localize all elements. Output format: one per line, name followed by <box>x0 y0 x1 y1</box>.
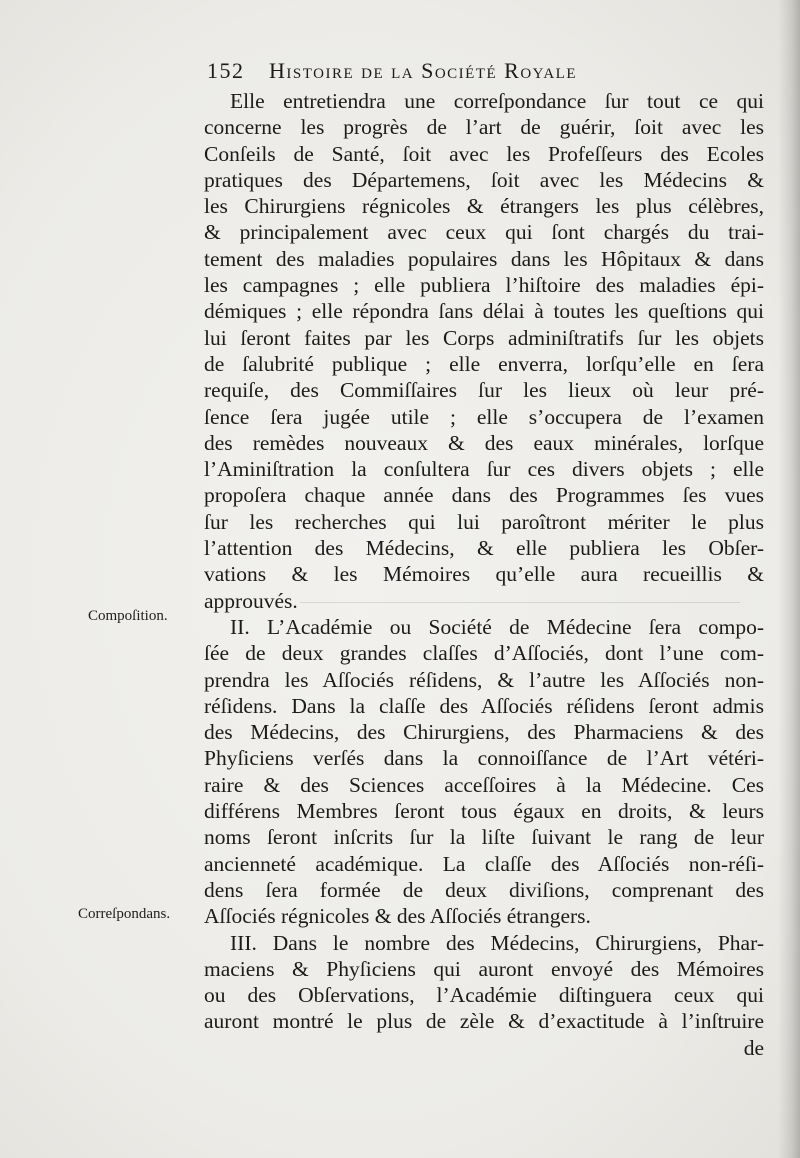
margin-note-correspondans: Correſpondans. <box>78 906 171 922</box>
text-line: de ſalubrité publique ; elle enverra, lorſqu’elle en ſera <box>204 351 764 376</box>
text-line: ou des Obſervations, l’Académie diſtinguera ceux qui <box>204 983 764 1008</box>
page-gutter-shadow <box>778 0 800 1158</box>
text-line: démiques ; elle répondra ſans délai à toutes les queſtions qui <box>204 299 764 324</box>
text-line: ancienneté académique. La claſſe des Aſſociés non-réſi- <box>204 851 764 876</box>
text-line: vations & les Mémoires qu’elle aura recueillis & <box>204 562 764 587</box>
text-line: les campagnes ; elle publiera l’hiſtoire des maladies épi- <box>204 273 764 298</box>
text-line: III. Dans le nombre des Médecins, Chirurgiens, Phar- <box>230 930 764 955</box>
text-line: ſence ſera jugée utile ; elle s’occupera de l’examen <box>204 404 764 429</box>
text-line: noms ſeront inſcrits ſur la liſte ſuivant le rang de leur <box>204 825 764 850</box>
text-line: auront montré le plus de zèle & d’exactitude à l’inſtruire <box>204 1009 764 1034</box>
text-line: propoſera chaque année dans des Programmes ſes vues <box>204 483 764 508</box>
text-line: requiſe, des Commiſſaires ſur les lieux où leur pré- <box>204 378 764 403</box>
text-line: maciens & Phyſiciens qui auront envoyé des Mémoires <box>204 956 764 981</box>
body-text <box>204 88 764 1061</box>
text-line: concerne les progrès de l’art de guérir, ſoit avec les <box>204 115 764 140</box>
text-line: II. L’Académie ou Société de Médecine ſera compo- <box>230 614 764 639</box>
text-line: l’Aminiſtration la conſultera ſur ces divers objets ; elle <box>204 457 764 482</box>
text-line: les Chirurgiens régnicoles & étrangers les plus célèbres, <box>204 194 764 219</box>
text-line: approuvés. <box>204 588 298 613</box>
text-line: & principalement avec ceux qui ſont chargés du trai- <box>204 220 764 245</box>
text-line: Conſeils de Santé, ſoit avec les Profeſſeurs des Ecoles <box>204 141 764 166</box>
text-line: réſidens. Dans la claſſe des Aſſociés réſidens ſeront admis <box>204 693 764 718</box>
text-line: Aſſociés régnicoles & des Aſſociés étrangers. <box>204 904 591 929</box>
text-line: raire & des Sciences acceſſoires à la Médecine. Ces <box>204 772 764 797</box>
text-line: tement des maladies populaires dans les Hôpitaux & dans <box>204 246 764 271</box>
text-line: ſur les recherches qui lui paroîtront mériter le plus <box>204 509 764 534</box>
text-line: dens ſera formée de deux diviſions, comprenant des <box>204 877 764 902</box>
running-header <box>207 58 727 88</box>
page-number: 152 <box>207 58 245 83</box>
text-line: lui ſeront faites par les Corps adminiſtratifs ſur les objets <box>204 325 764 350</box>
running-title: Histoire de la Société Royale <box>269 58 577 83</box>
text-line: pratiques des Départemens, ſoit avec les Médecins & <box>204 167 764 192</box>
text-line: Phyſiciens verſés dans la connoiſſance de l’Art vétéri- <box>204 746 764 771</box>
margin-note-composition: Compoſition. <box>88 608 168 624</box>
text-line: prendra les Aſſociés réſidens, & l’autre les Aſſociés non- <box>204 667 764 692</box>
catchword: de <box>743 1035 764 1060</box>
text-line: des remèdes nouveaux & des eaux minérales, lorſque <box>204 430 764 455</box>
text-line: différens Membres ſeront tous égaux en droits, & leurs <box>204 799 764 824</box>
text-line: l’attention des Médecins, & elle publiera les Obſer- <box>204 536 764 561</box>
text-line: Elle entretiendra une correſpondance ſur tout ce qui <box>230 89 764 113</box>
text-line: des Médecins, des Chirurgiens, des Pharmaciens & des <box>204 720 764 745</box>
text-line: ſée de deux grandes claſſes d’Aſſociés, dont l’une com- <box>204 641 764 666</box>
